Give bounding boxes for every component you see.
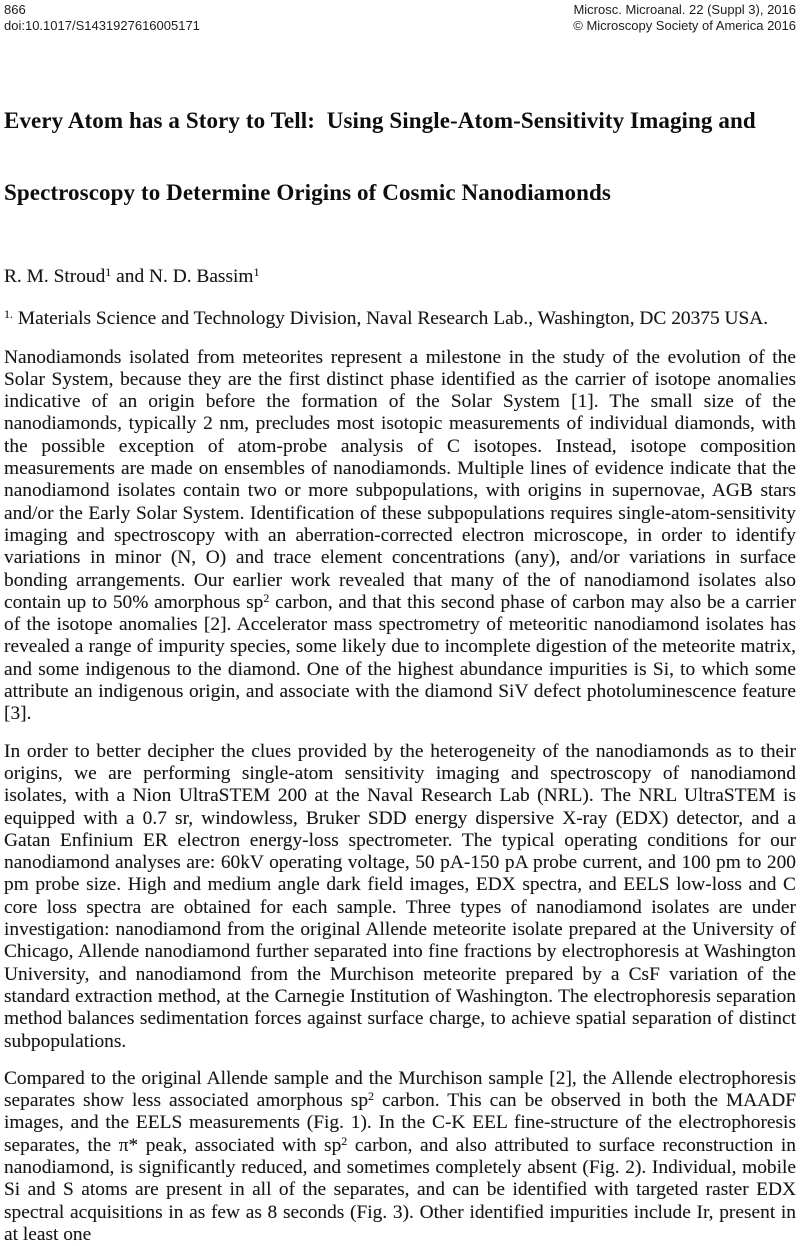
- journal-header-left: [4, 2, 200, 34]
- authors-line: [4, 266, 796, 288]
- text-run: Compared to the original Allende sample and the Murchison sample [2], the Allende electrophoresis separates show less associated amorphous sp: [4, 1067, 796, 1112]
- doi: doi:10.1017/S1431927616005171: [4, 18, 200, 33]
- text-run: carbon, and also attributed to surface reconstruction in nanodiamond, is significantly reduced, and sometimes completely absent (Fig. 2). Individual, mobile Si and S atoms are present in all of the separates, and can be identified with targeted raster EDX spectral acquisitions in as few as 8 seconds (Fig. 3). Other identified impurities include Ir, present in at least one: [4, 1134, 796, 1245]
- copyright-notice: © Microscopy Society of America 2016: [573, 18, 796, 33]
- paragraph-1: [4, 347, 796, 726]
- journal-header: [4, 2, 796, 34]
- superscript: 2: [368, 1089, 375, 1104]
- text-run: Nanodiamonds isolated from meteorites represent a milestone in the study of the evolution of the Solar System, because they are the first distinct phase identified as the carrier of isotope anomalies indicative of an origin before the formation of the Solar System [1]. The small size of the nanodiamonds, typically 2 nm, precludes most isotopic measurements of individual diamonds, with the possible exception of atom-probe analysis of C isotopes. Instead, isotope composition measurements are made on ensembles of nanodiamonds. Multiple lines of evidence indicate that the nanodiamond isolates contain two or more subpopulations, with origins in supernovae, AGB stars and/or the Early Solar System. Identification of these subpopulations requires single-atom-sensitivity imaging and spectroscopy with an aberration-corrected electron microscope, in order to identify variations in minor (N, O) and trace element concentrations (any), and/or variations in surface bonding arrangements. Our earlier work revealed that many of the of nanodiamond isolates also contain up to 50% amorphous sp: [4, 346, 796, 613]
- journal-reference: Microsc. Microanal. 22 (Suppl 3), 2016: [573, 2, 796, 17]
- superscript: 2: [341, 1133, 348, 1148]
- affiliation-line: [4, 308, 796, 330]
- text-run: and N. D. Bassim: [111, 266, 254, 287]
- paragraph-2: [4, 741, 796, 1053]
- superscript: 2: [263, 590, 270, 605]
- title-line-1: Every Atom has a Story to Tell: Using Single-Atom-Sensitivity Imaging and: [4, 108, 756, 133]
- paragraph-3: [4, 1068, 796, 1246]
- superscript: 1: [253, 265, 260, 279]
- text-run: In order to better decipher the clues provided by the heterogeneity of the nanodiamonds as to their origins, we are performing single-atom sensitivity imaging and spectroscopy of nanodiamond isolates, with a Nion UltraSTEM 200 at the Naval Research Lab (NRL). The NRL UltraSTEM is equipped with a 0.7 sr, windowless, Bruker SDD energy dispersive X-ray (EDX) detector, and a Gatan Enfinium ER electron energy-loss spectrometer. The typical operating conditions for our nanodiamond analyses are: 60kV operating voltage, 50 pA-150 pA probe current, and 100 pm to 200 pm probe size. High and medium angle dark field images, EDX spectra, and EELS low-loss and C core loss spectra are obtained for each sample. Three types of nanodiamond isolates are under investigation: nanodiamond from the original Allende meteorite isolate prepared at the University of Chicago, Allende nanodiamond further separated into fine fractions by electrophoresis at Washington University, and nanodiamond from the Murchison meteorite prepared by a CsF variation of the standard extraction method, at the Carnegie Institution of Washington. The electrophoresis separation method balances sedimentation forces against surface charge, to achieve spatial separation of distinct subpopulations.: [4, 740, 796, 1052]
- abstract-body: [4, 347, 796, 1246]
- journal-header-right: [573, 2, 796, 34]
- superscript: 1: [105, 265, 112, 279]
- text-run: carbon. This can be observed in both the MAADF images, and the EELS measurements (Fig. 1). In the C-K EEL fine-structure of the electrophoresis separates, the π* peak, associated with sp: [4, 1090, 796, 1156]
- superscript: 1.: [4, 307, 14, 322]
- text-run: carbon, and that this second phase of carbon may also be a carrier of the isotope anomalies [2]. Accelerator mass spectrometry of meteoritic nanodiamond isolates has revealed a range of impurity species, some likely due to incomplete digestion of the meteorite matrix, and some indigenous to the diamond. One of the highest abundance impurities is Si, to which some attribute an indigenous origin, and associate with the diamond SiV defect photoluminescence feature [3].: [4, 591, 796, 725]
- text-run: R. M. Stroud: [4, 266, 106, 287]
- page-number: 866: [4, 2, 26, 17]
- title-line-2: Spectroscopy to Determine Origins of Cosmic Nanodiamonds: [4, 180, 611, 205]
- text-run: Materials Science and Technology Division, Naval Research Lab., Washington, DC 20375 USA.: [13, 308, 769, 330]
- paper-title: [4, 61, 796, 229]
